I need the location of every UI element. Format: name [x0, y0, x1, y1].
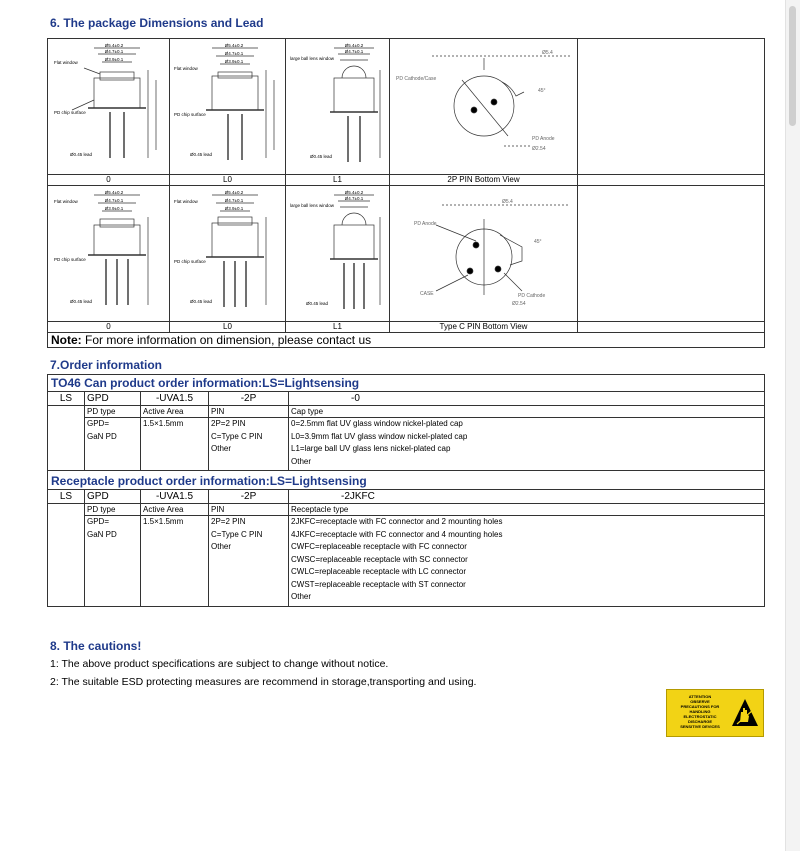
vertical-scrollbar[interactable]: [785, 0, 800, 851]
dim-254-typec: Ø2.54: [511, 301, 526, 308]
empty-cell-r1: [578, 39, 765, 175]
label-flat-window-l0: Flat window: [173, 66, 198, 72]
section-8-title: 8. The cautions!: [50, 639, 142, 653]
dim-outer-l0: Ø5.4±0.2: [224, 43, 243, 49]
label-lead-0: Ø0.45 lead: [69, 152, 92, 158]
angle-2p: 45°: [537, 88, 546, 95]
label-flat-window-0b: Flat window: [53, 199, 78, 205]
rec-pdtype-1: GaN PD: [87, 529, 117, 539]
rec-pin-cell: [209, 516, 289, 607]
caption-r1-4: [578, 174, 765, 185]
to46-h-pin: PIN: [209, 406, 289, 418]
drawing-cap-0: [48, 39, 170, 175]
label-cathode-case: PD Cathode/Case: [395, 76, 436, 83]
label-lead-l1: Ø0.45 lead: [309, 154, 332, 160]
caption-r2-4: [578, 321, 765, 332]
to46-code-cap: -0: [289, 392, 765, 406]
rec-area-cell: [141, 516, 209, 607]
esd-line-0: ATTENTION: [688, 694, 712, 699]
esd-line-1: OBSERVE: [690, 699, 710, 704]
to46-area: 1.5×1.5mm: [143, 419, 184, 428]
empty-cell-r2: [578, 185, 765, 321]
caution-2: 2: The suitable ESD protecting measures are recommend in storage,transporting and using.: [50, 676, 477, 688]
drawing-2p-bottom-view: [390, 39, 578, 175]
to46-h-pdtype: PD type: [85, 406, 141, 418]
label-flat-window-l0b: Flat window: [173, 199, 198, 205]
label-pd-anode-typec: PD Anode: [413, 221, 437, 228]
label-pd-anode-2p: PD Anode: [531, 136, 555, 143]
esd-warning-label: [666, 689, 764, 737]
label-pd-chip-0b: PD chip surface: [53, 257, 86, 263]
rec-code-gpd: GPD: [85, 490, 141, 504]
dim-inner-0b: Ø3.9±0.1: [104, 206, 123, 212]
dim-mid-l0: Ø4.7±0.1: [224, 51, 243, 57]
to46-cap-1: L0=3.9mm flat UV glass window nickel-plated cap: [291, 431, 468, 441]
label-lead-l1b: Ø0.45 lead: [305, 301, 328, 307]
dimension-note: [48, 332, 765, 347]
to46-pin-cell: [209, 418, 289, 471]
rec-type-4: CWLC=replaceable receptacle with LC connector: [291, 567, 466, 576]
can-flat-window-drawing-2: [50, 187, 168, 317]
rec-pdtype-cell: [85, 516, 141, 607]
dim-54-2p: Ø5.4: [541, 50, 553, 57]
dim-mid-l1: Ø4.7±0.1: [344, 49, 363, 55]
can-3.9mm-flat-window-drawing: [172, 40, 284, 170]
esd-line-4: ELECTROSTATIC: [683, 714, 717, 719]
drawing-typec-bottom-view: [390, 185, 578, 321]
label-ball-lens-l1b: large ball lens window: [289, 203, 334, 209]
dim-mid-0: Ø4.7±0.1: [104, 49, 123, 55]
to46-area-cell: [141, 418, 209, 471]
note-text: For more information on dimension, please contact us: [81, 332, 372, 347]
caption-r1-2: L1: [286, 174, 390, 185]
receptacle-title: Receptacle product order information:LS=Lightsensing: [48, 471, 765, 490]
to46-pin-0: 2P=2 PIN: [211, 419, 246, 428]
rec-code-area: -UVA1.5: [141, 490, 209, 504]
label-lead-l0: Ø0.45 lead: [189, 152, 212, 158]
dim-outer-0: Ø5.4±0.2: [104, 43, 123, 49]
esd-text: [670, 694, 730, 729]
rec-blank: [48, 504, 85, 607]
label-lead-l0b: Ø0.45 lead: [189, 299, 212, 305]
rec-h-type: Receptacle type: [289, 504, 765, 516]
esd-line-5: DISCHARGE: [687, 719, 712, 724]
caption-r1-3: 2P PIN Bottom View: [390, 174, 578, 185]
esd-line-3: HANDLING: [689, 709, 711, 714]
esd-line-6: SENSITIVE DEVICES: [680, 724, 720, 729]
to46-pdtype-cell: [85, 418, 141, 471]
rec-pin-2: Other: [211, 542, 232, 551]
to46-cap-0: 0=2.5mm flat UV glass window nickel-plated cap: [291, 419, 463, 428]
can-ball-lens-drawing-2: [288, 187, 388, 317]
to46-blank: [48, 406, 85, 471]
drawing-cap-l1-row2: [286, 185, 390, 321]
package-dimensions-table: [47, 38, 765, 348]
dim-inner-0: Ø3.9±0.1: [104, 57, 123, 63]
drawing-cap-l1: [286, 39, 390, 175]
section-6-title: 6. The package Dimensions and Lead: [50, 16, 264, 30]
to46-pin-1: C=Type C PIN: [211, 431, 263, 441]
to46-cap-2: L1=large ball UV glass lens nickel-plated cap: [291, 444, 451, 453]
caption-r2-1: L0: [170, 321, 286, 332]
rec-type-0: 2JKFC=receptacle with FC connector and 2 mounting holes: [291, 517, 503, 526]
label-pd-chip-l0: PD chip surface: [173, 112, 206, 118]
rec-type-5: CWST=replaceable receptacle with ST connector: [291, 579, 466, 589]
esd-line-2: PRECAUTIONS FOR: [680, 704, 720, 709]
caption-r1-1: L0: [170, 174, 286, 185]
to46-h-cap: Cap type: [289, 406, 765, 418]
label-case: CASE: [419, 291, 434, 298]
rec-type-6: Other: [291, 592, 312, 601]
dim-mid-0b: Ø4.7±0.1: [104, 198, 123, 204]
to46-order-table: [47, 374, 765, 607]
rec-pin-1: C=Type C PIN: [211, 529, 263, 539]
to46-pdtype-1: GaN PD: [87, 431, 117, 441]
label-pd-chip-0: PD chip surface: [53, 110, 86, 116]
to46-code-area: -UVA1.5: [141, 392, 209, 406]
caption-r2-0: 0: [48, 321, 170, 332]
rec-pin-0: 2P=2 PIN: [211, 517, 246, 526]
to46-h-area: Active Area: [141, 406, 209, 418]
caution-1: 1: The above product specifications are subject to change without notice.: [50, 658, 389, 670]
rec-type-cell: [289, 516, 765, 607]
to46-pin-2: Other: [211, 444, 232, 453]
label-pd-chip-l0b: PD chip surface: [173, 259, 206, 265]
angle-typec: 45°: [533, 239, 542, 246]
rec-type-3: CWSC=replaceable receptacle with SC connector: [291, 554, 468, 564]
label-flat-window-0: Flat window: [53, 60, 78, 66]
dim-inner-l0: Ø3.9±0.1: [224, 59, 243, 65]
rec-code-ls: LS: [48, 490, 85, 504]
can-3.9mm-flat-window-drawing-2: [172, 187, 284, 317]
to46-cap-cell: [289, 418, 765, 471]
rec-area: 1.5×1.5mm: [143, 517, 184, 526]
2p-pin-bottom-view-drawing: [392, 40, 576, 170]
dim-54-typec: Ø5.4: [501, 199, 513, 206]
dim-mid-l0b: Ø4.7±0.1: [224, 198, 243, 204]
drawing-cap-l0: [170, 39, 286, 175]
dim-outer-l0b: Ø5.4±0.2: [224, 190, 243, 196]
rec-h-pin: PIN: [209, 504, 289, 516]
dim-outer-l1: Ø5.4±0.2: [344, 43, 363, 49]
rec-code-pin: -2P: [209, 490, 289, 504]
to46-pdtype-0: GPD=: [87, 419, 110, 428]
section-7-title: 7.Order information: [50, 358, 163, 372]
rec-h-area: Active Area: [141, 504, 209, 516]
esd-hand-icon: [731, 698, 759, 728]
dim-254-2p: Ø2.54: [531, 146, 546, 153]
dim-outer-0b: Ø5.4±0.2: [104, 190, 123, 196]
drawing-cap-l0-row2: [170, 185, 286, 321]
rec-type-1: 4JKFC=receptacle with FC connector and 4 mounting holes: [291, 529, 503, 539]
rec-type-2: CWFC=replaceable receptacle with FC connector: [291, 542, 467, 551]
rec-h-pdtype: PD type: [85, 504, 141, 516]
label-ball-lens-l1: large ball lens window: [289, 56, 334, 62]
can-flat-window-drawing: [50, 40, 168, 170]
dim-outer-l1b: Ø5.4±0.2: [344, 190, 363, 196]
caption-r1-0: 0: [48, 174, 170, 185]
to46-code-ls: LS: [48, 392, 85, 406]
label-pd-cathode: PD Cathode: [517, 293, 545, 300]
rec-pdtype-0: GPD=: [87, 517, 110, 526]
to46-cap-3: Other: [291, 456, 312, 466]
caption-r2-2: L1: [286, 321, 390, 332]
scrollbar-thumb[interactable]: [789, 6, 796, 126]
type-c-pin-bottom-view-drawing: [392, 187, 576, 317]
dim-mid-l1b: Ø4.7±0.1: [344, 196, 363, 202]
to46-title: TO46 Can product order information:LS=Lightsensing: [48, 375, 765, 392]
note-label: Note:: [51, 332, 82, 347]
rec-code-type: -2JKFC: [289, 490, 765, 504]
dim-inner-l0b: Ø3.9±0.1: [224, 206, 243, 212]
caption-r2-3: Type C PIN Bottom View: [390, 321, 578, 332]
can-ball-lens-drawing: [288, 40, 388, 170]
drawing-cap-0-row2: [48, 185, 170, 321]
to46-code-pin: -2P: [209, 392, 289, 406]
to46-code-gpd: GPD: [85, 392, 141, 406]
label-lead-0b: Ø0.45 lead: [69, 299, 92, 305]
